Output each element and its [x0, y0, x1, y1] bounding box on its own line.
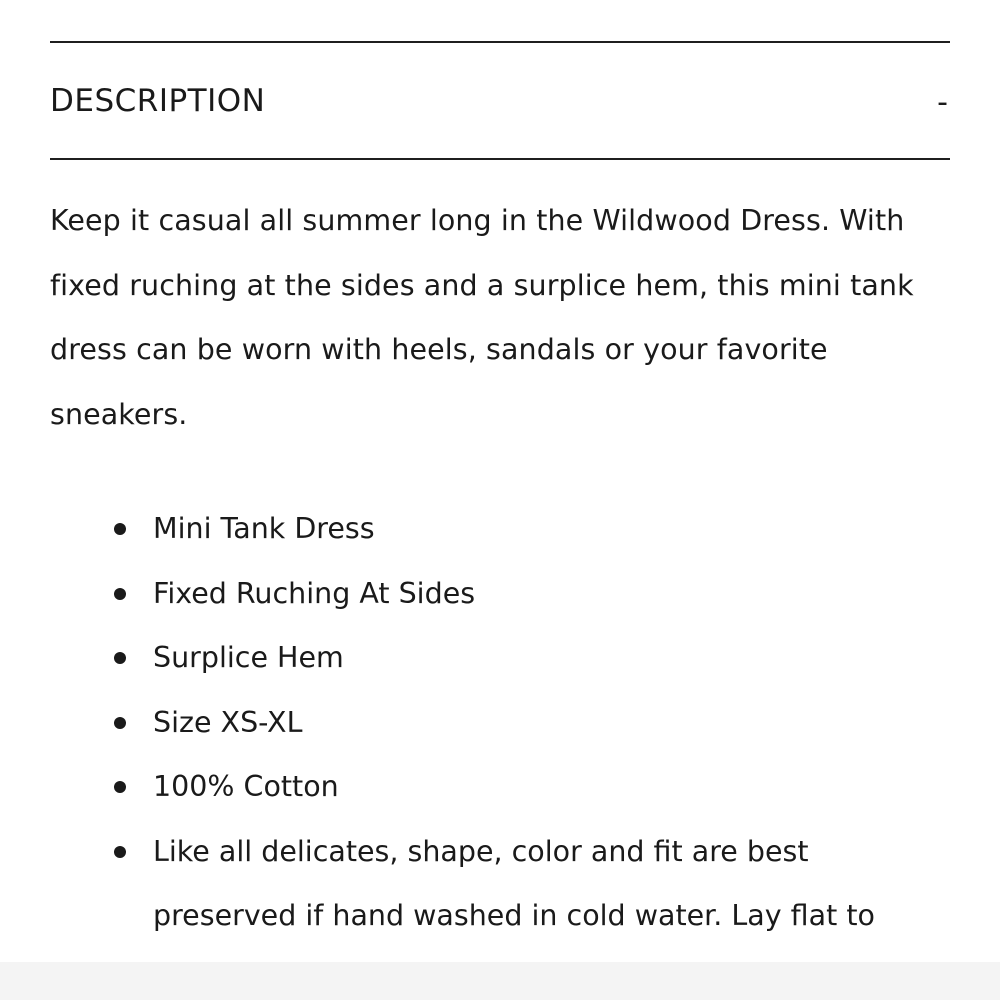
minus-icon[interactable]: -	[937, 84, 948, 120]
list-item	[70, 626, 950, 691]
list-item	[70, 497, 950, 562]
feature-text: 100% Cotton	[153, 770, 339, 803]
feature-text: Size XS-XL	[153, 705, 303, 739]
feature-text: Fixed Ruching At Sides	[153, 576, 476, 610]
feature-list	[70, 497, 950, 949]
description-accordion-header[interactable]	[50, 43, 950, 158]
list-item	[70, 820, 950, 949]
accordion-title: DESCRIPTION	[50, 83, 266, 119]
feature-text: Surplice Hem	[153, 641, 344, 674]
list-item	[70, 755, 950, 820]
bullet-icon	[114, 717, 126, 729]
list-item	[70, 562, 950, 627]
bullet-icon	[114, 781, 126, 793]
bullet-icon	[114, 846, 126, 858]
bullet-icon	[114, 588, 126, 600]
divider-bottom	[50, 158, 950, 160]
bullet-icon	[114, 523, 126, 535]
feature-text: Like all delicates, shape, color and fit are best preserved if hand washed in cold water. Lay flat to	[153, 834, 875, 932]
description-text: Keep it casual all summer long in the Wildwood Dress. With fixed ruching at the sides and a surplice hem, this mini tank dress can be worn with heels, sandals or your favorite sneakers.	[50, 204, 914, 431]
feature-text: Mini Tank Dress	[153, 512, 375, 545]
list-item	[70, 691, 950, 756]
bullet-icon	[114, 652, 126, 664]
